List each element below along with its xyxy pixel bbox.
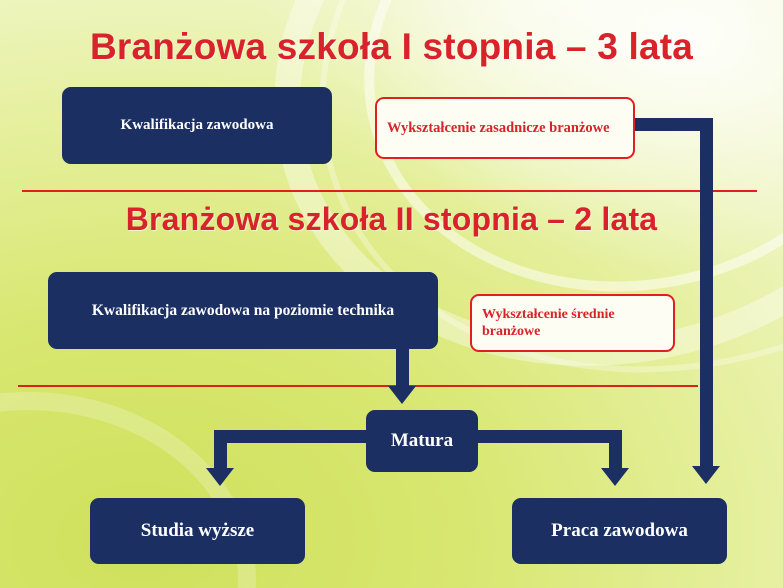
arrow-down-icon <box>601 468 629 486</box>
connector-matura-left-horizontal <box>214 430 366 443</box>
arrow-down-icon <box>206 468 234 486</box>
box-matura: Matura <box>366 410 478 472</box>
title-branzowa-ii-stopnia: Branżowa szkoła II stopnia – 2 lata <box>125 201 658 237</box>
connector-technik-to-matura <box>396 349 409 391</box>
title-branzowa-i-stopnia: Branżowa szkoła I stopnia – 3 lata <box>89 26 694 67</box>
connector-matura-right-horizontal <box>478 430 622 443</box>
box-wyksztalcenie-srednie-branzowe: Wykształcenie średnie branżowe <box>470 294 675 352</box>
connector-right-vertical <box>700 118 713 470</box>
section-divider-top <box>22 190 757 192</box>
arrow-down-icon <box>692 466 720 484</box>
box-kwalifikacja-zawodowa: Kwalifikacja zawodowa <box>62 87 332 164</box>
box-praca-zawodowa: Praca zawodowa <box>512 498 727 564</box>
arrow-down-icon <box>388 386 416 404</box>
box-kwalifikacja-zawodowa-technik: Kwalifikacja zawodowa na poziomie technika <box>48 272 438 349</box>
box-wyksztalcenie-zasadnicze-branzowe: Wykształcenie zasadnicze branżowe <box>375 97 635 159</box>
section-divider-bottom <box>18 385 698 387</box>
box-studia-wyzsze: Studia wyższe <box>90 498 305 564</box>
